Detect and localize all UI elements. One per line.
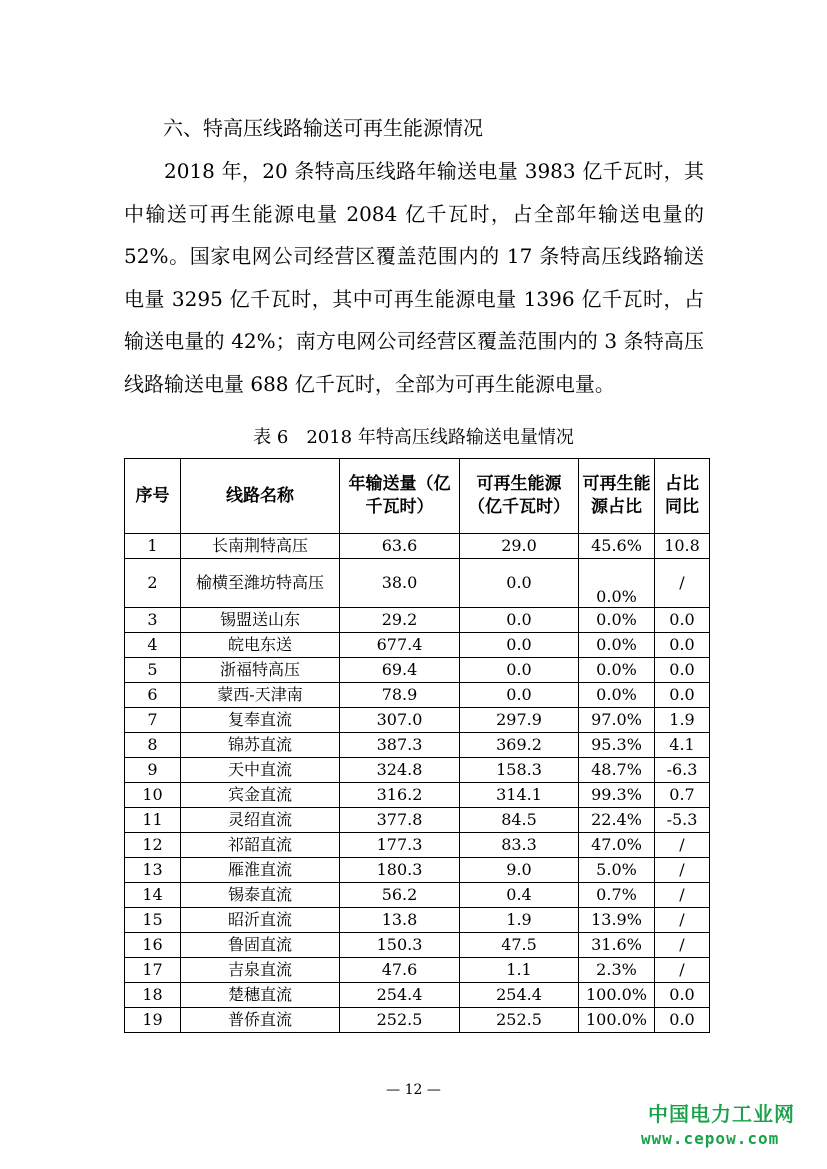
cell-renewable: 252.5 [460, 1008, 579, 1033]
table-row [125, 1008, 710, 1033]
cell-index: 9 [125, 758, 181, 783]
cell-index: 15 [125, 908, 181, 933]
table-row [125, 958, 710, 983]
header-line-name: 线路名称 [181, 459, 340, 534]
cell-share-yoy: 4.1 [655, 733, 710, 758]
cell-index: 4 [125, 633, 181, 658]
cell-share-yoy: / [655, 883, 710, 908]
watermark-logo-text: 中国电力工业网 [648, 1102, 795, 1126]
cell-annual-volume: 150.3 [340, 933, 460, 958]
cell-line-name: 榆横至潍坊特高压 [181, 559, 340, 608]
cell-renewable: 0.4 [460, 883, 579, 908]
cell-renewable: 158.3 [460, 758, 579, 783]
table-row [125, 658, 710, 683]
cell-share-yoy: / [655, 958, 710, 983]
cell-renewable: 0.0 [460, 683, 579, 708]
cell-renewable: 1.9 [460, 908, 579, 933]
cell-renewable: 9.0 [460, 858, 579, 883]
cell-share-yoy: 10.8 [655, 534, 710, 559]
header-annual-volume: 年输送量（亿千瓦时） [340, 459, 460, 534]
cell-share-yoy: / [655, 908, 710, 933]
watermark-url: www.cepow.com [641, 1129, 780, 1148]
cell-index: 6 [125, 683, 181, 708]
cell-renewable: 47.5 [460, 933, 579, 958]
cell-renewable-share: 100.0% [579, 983, 655, 1008]
cell-line-name: 浙福特高压 [181, 658, 340, 683]
table-row [125, 908, 710, 933]
cell-index: 2 [125, 559, 181, 608]
cell-renewable-share: 95.3% [579, 733, 655, 758]
table-header-row [125, 459, 710, 534]
cell-annual-volume: 316.2 [340, 783, 460, 808]
page-number: — 12 — [386, 1082, 441, 1098]
cell-share-yoy: 0.0 [655, 658, 710, 683]
cell-line-name: 雁淮直流 [181, 858, 340, 883]
cell-share-yoy: -5.3 [655, 808, 710, 833]
table-row [125, 633, 710, 658]
cell-renewable-share: 13.9% [579, 908, 655, 933]
cell-renewable-share: 5.0% [579, 858, 655, 883]
table-row [125, 983, 710, 1008]
cell-renewable: 369.2 [460, 733, 579, 758]
cell-share-yoy: 1.9 [655, 708, 710, 733]
table-row [125, 833, 710, 858]
cell-renewable: 0.0 [460, 608, 579, 633]
cell-annual-volume: 307.0 [340, 708, 460, 733]
cell-share-yoy: 0.0 [655, 1008, 710, 1033]
cell-index: 18 [125, 983, 181, 1008]
cell-share-yoy: / [655, 933, 710, 958]
cell-renewable-share: 0.0% [579, 608, 655, 633]
cell-line-name: 天中直流 [181, 758, 340, 783]
cell-index: 11 [125, 808, 181, 833]
cell-renewable: 254.4 [460, 983, 579, 1008]
body-paragraph: 2018 年，20 条特高压线路年输送电量 3983 亿千瓦时，其中输送可再生能源电量 2084 亿千瓦时，占全部年输送电量的 52%。国家电网公司经营区覆盖范围内的 17 条特高压线路输送电量 3295 亿千瓦时，其中可再生能源电量 1396 亿千瓦时，占输送电量的 42%；南方电网公司经营区覆盖范围内的 3 条特高压线路输送电量 688 亿千瓦时，全部为可再生能源电量。 [124, 159, 704, 396]
section-heading: 六、特高压线路输送可再生能源情况 [163, 116, 483, 140]
cell-annual-volume: 13.8 [340, 908, 460, 933]
cell-annual-volume: 377.8 [340, 808, 460, 833]
cell-line-name: 蒙西-天津南 [181, 683, 340, 708]
cell-annual-volume: 69.4 [340, 658, 460, 683]
cell-line-name: 灵绍直流 [181, 808, 340, 833]
cell-index: 5 [125, 658, 181, 683]
cell-line-name: 皖电东送 [181, 633, 340, 658]
cell-index: 14 [125, 883, 181, 908]
cell-line-name: 普侨直流 [181, 1008, 340, 1033]
cell-renewable-share: 0.0% [579, 633, 655, 658]
cell-index: 3 [125, 608, 181, 633]
table-body [125, 534, 710, 1033]
cell-renewable: 0.0 [460, 658, 579, 683]
cell-annual-volume: 180.3 [340, 858, 460, 883]
cell-annual-volume: 56.2 [340, 883, 460, 908]
cell-annual-volume: 324.8 [340, 758, 460, 783]
transmission-table [124, 458, 710, 1033]
cell-renewable: 0.0 [460, 559, 579, 608]
cell-annual-volume: 38.0 [340, 559, 460, 608]
table-row [125, 534, 710, 559]
cell-share-yoy: 0.0 [655, 983, 710, 1008]
cell-line-name: 复奉直流 [181, 708, 340, 733]
cell-renewable: 297.9 [460, 708, 579, 733]
header-share-yoy: 占比同比 [655, 459, 710, 534]
cell-renewable-share: 47.0% [579, 833, 655, 858]
table-row [125, 608, 710, 633]
cell-renewable-share: 45.6% [579, 534, 655, 559]
cell-line-name: 宾金直流 [181, 783, 340, 808]
cell-line-name: 鲁固直流 [181, 933, 340, 958]
cell-share-yoy: 0.7 [655, 783, 710, 808]
header-renewable-share: 可再生能源占比 [579, 459, 655, 534]
cell-index: 17 [125, 958, 181, 983]
cell-annual-volume: 177.3 [340, 833, 460, 858]
header-renewable: 可再生能源（亿千瓦时） [460, 459, 579, 534]
table-row [125, 933, 710, 958]
table-row [125, 708, 710, 733]
cell-index: 12 [125, 833, 181, 858]
cell-renewable-share: 0.0% [579, 658, 655, 683]
cell-renewable-share: 0.0% [579, 559, 655, 608]
table-row [125, 858, 710, 883]
cell-line-name: 楚穗直流 [181, 983, 340, 1008]
cell-renewable-share: 31.6% [579, 933, 655, 958]
cell-renewable: 29.0 [460, 534, 579, 559]
cell-share-yoy: / [655, 858, 710, 883]
cell-annual-volume: 387.3 [340, 733, 460, 758]
cell-annual-volume: 29.2 [340, 608, 460, 633]
table-row [125, 808, 710, 833]
cell-renewable: 1.1 [460, 958, 579, 983]
cell-share-yoy: 0.0 [655, 608, 710, 633]
cell-index: 19 [125, 1008, 181, 1033]
cell-line-name: 锡盟送山东 [181, 608, 340, 633]
cell-annual-volume: 252.5 [340, 1008, 460, 1033]
cell-share-yoy: / [655, 833, 710, 858]
table-row [125, 733, 710, 758]
cell-line-name: 祁韶直流 [181, 833, 340, 858]
cell-renewable-share: 97.0% [579, 708, 655, 733]
cell-index: 7 [125, 708, 181, 733]
cell-renewable: 314.1 [460, 783, 579, 808]
cell-share-yoy: 0.0 [655, 683, 710, 708]
cell-line-name: 昭沂直流 [181, 908, 340, 933]
cell-annual-volume: 254.4 [340, 983, 460, 1008]
cell-renewable-share: 22.4% [579, 808, 655, 833]
cell-annual-volume: 78.9 [340, 683, 460, 708]
cell-annual-volume: 47.6 [340, 958, 460, 983]
cell-renewable-share: 0.0% [579, 683, 655, 708]
cell-renewable-share: 100.0% [579, 1008, 655, 1033]
table-row [125, 683, 710, 708]
cell-index: 1 [125, 534, 181, 559]
cell-index: 8 [125, 733, 181, 758]
cell-line-name: 长南荆特高压 [181, 534, 340, 559]
cell-share-yoy: -6.3 [655, 758, 710, 783]
cell-share-yoy: 0.0 [655, 633, 710, 658]
cell-share-yoy: / [655, 559, 710, 608]
cell-line-name: 锡泰直流 [181, 883, 340, 908]
cell-renewable: 83.3 [460, 833, 579, 858]
cell-index: 13 [125, 858, 181, 883]
cell-annual-volume: 63.6 [340, 534, 460, 559]
cell-renewable-share: 2.3% [579, 958, 655, 983]
cell-annual-volume: 677.4 [340, 633, 460, 658]
table-row [125, 783, 710, 808]
cell-line-name: 锦苏直流 [181, 733, 340, 758]
header-index: 序号 [125, 459, 181, 534]
cell-renewable-share: 48.7% [579, 758, 655, 783]
table-row [125, 559, 710, 608]
cell-renewable: 0.0 [460, 633, 579, 658]
cell-line-name: 吉泉直流 [181, 958, 340, 983]
cell-index: 10 [125, 783, 181, 808]
table-row [125, 758, 710, 783]
table-caption: 表 6 2018 年特高压线路输送电量情况 [253, 427, 574, 448]
cell-renewable-share: 99.3% [579, 783, 655, 808]
cell-index: 16 [125, 933, 181, 958]
cell-renewable: 84.5 [460, 808, 579, 833]
cell-renewable-share: 0.7% [579, 883, 655, 908]
table-row [125, 883, 710, 908]
